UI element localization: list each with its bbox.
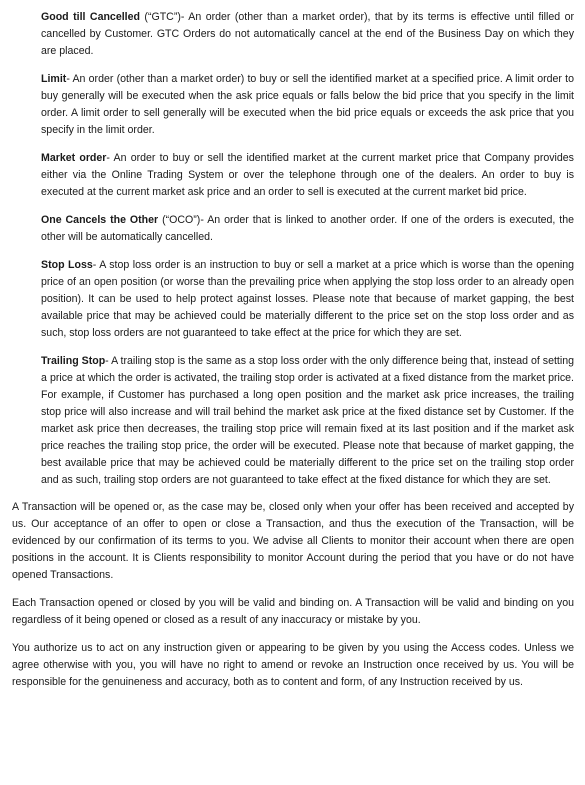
definition-text: - An order that is linked to another order. If one of the orders is executed, the other will be automatically cancelled.	[41, 214, 575, 243]
definition-term: Limit	[41, 73, 67, 85]
definition-stop-loss	[41, 257, 574, 342]
paragraph-transaction-opening: A Transaction will be opened or, as the case may be, closed only when your offer has been received and accepted by us. Our acceptance of an offer to open or close a Transaction, and thus the execution of the Transaction, will be evidenced by our confirmation of its terms to you. We advise all Clients to monitor their account when there are open positions in the account. It is Clients responsibility to monitor Account during the period that you have or do not have opened Transactions.	[12, 501, 574, 581]
definition-text: - A trailing stop is the same as a stop loss order with the only difference being that, instead of setting a price at which the order is activated, the trailing stop order is activated at a fixed distance from the market price. For example, if Customer has purchased a long open position and the market ask price increases, the trailing stop price will also increase and will trail behind the market ask price at the fixed distance set by Customer. If the market ask price then decreases, the trailing stop price will remain fixed at its last position and if the market ask price reaches the trailing stop price, the order will be executed. Please note that because of market gapping, the best available price that may be achieved could be materially different to the price set on the trailing stop order and as such, trailing stop orders are not guaranteed to take effect at the fixed distance for which they are set.	[41, 355, 574, 486]
definition-term: Stop Loss	[41, 259, 93, 271]
definition-text: - An order to buy or sell the identified market at the current market price that Company provides either via the Online Trading System or over the telephone through one of the dealers. An order to buy is executed at the current market ask price and an order to sell is executed at the current market bid price.	[41, 152, 574, 198]
definition-abbreviation: (“GTC”)	[139, 11, 181, 23]
paragraph-instruction-authorization: You authorize us to act on any instruction given or appearing to be given by you using the Access codes. Unless we agree otherwise with you, you will have no right to amend or revoke an Instruction once received by us. You will be responsible for the genuineness and accuracy, both as to content and form, of any Instruction received by us.	[12, 642, 574, 688]
definition-term: Good till Cancelled	[41, 11, 140, 23]
definition-oco	[41, 212, 574, 246]
definition-term: One Cancels the Other	[41, 214, 159, 226]
definition-market-order	[41, 150, 574, 201]
definition-term: Trailing Stop	[41, 355, 106, 367]
definition-abbreviation: (“OCO”)	[158, 214, 201, 226]
definition-term: Market order	[41, 152, 107, 164]
definition-limit	[41, 71, 574, 139]
order-definitions	[12, 9, 574, 489]
definition-text: - An order (other than a market order), that by its terms is effective until filled or cancelled by Customer. GTC Orders do not automatically cancel at the end of the Business Day on which they are placed.	[41, 11, 575, 57]
definition-text: - An order (other than a market order) to buy or sell the identified market at a specified price. A limit order to buy generally will be executed when the ask price equals or falls below the bid price that you specify in the limit order. A limit order to sell generally will be executed when the bid price equals or exceeds the ask price that you specify in the limit order.	[41, 73, 574, 136]
definition-text: - A stop loss order is an instruction to buy or sell a market at a price which is worse than the opening price of an open position (or worse than the prevailing price when applying the stop loss order to an already open position). It can be used to help protect against losses. Please note that because of market gapping, the best available price that may be achieved could be materially different to the price set on the stop loss order and as such, stop loss orders are not guaranteed to take effect at the price for which they are set.	[41, 259, 574, 339]
definition-trailing-stop	[41, 353, 574, 489]
definition-gtc	[41, 9, 574, 60]
paragraph-transaction-binding: Each Transaction opened or closed by you will be valid and binding on. A Transaction will be valid and binding on you regardless of it being opened or closed as a result of any inaccuracy or mistake by you.	[12, 597, 574, 626]
